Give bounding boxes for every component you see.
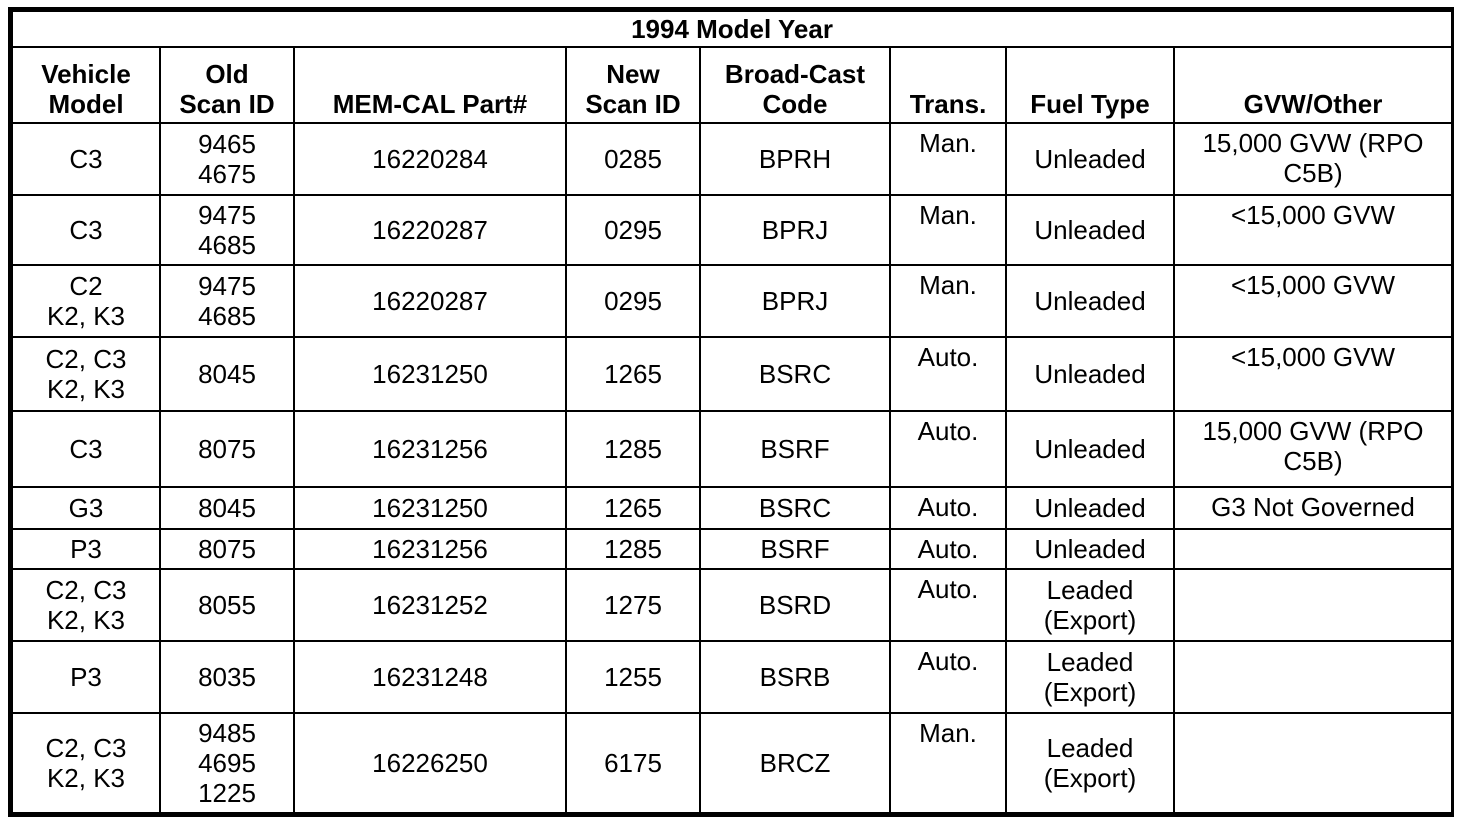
cell-old-scan-id: 8045 (160, 487, 294, 529)
header-gvw-other: GVW/Other (1174, 47, 1452, 123)
cell-broadcast-code: BPRJ (700, 195, 890, 265)
cell-new-scan-id: 1275 (566, 569, 700, 641)
cell-vehicle-model: C3 (12, 123, 160, 195)
cell-vehicle-model: C2, C3 K2, K3 (12, 337, 160, 411)
cell-broadcast-code: BPRH (700, 123, 890, 195)
cell-fuel-type: Unleaded (1006, 411, 1174, 487)
cell-new-scan-id: 1255 (566, 641, 700, 713)
header-vehicle-model: Vehicle Model (12, 47, 160, 123)
cell-gvw-other (1174, 569, 1452, 641)
cell-trans: Auto. (890, 411, 1006, 487)
cell-fuel-type: Unleaded (1006, 529, 1174, 569)
cell-new-scan-id: 1265 (566, 337, 700, 411)
cell-trans: Auto. (890, 641, 1006, 713)
cell-gvw-other (1174, 529, 1452, 569)
cell-old-scan-id: 8075 (160, 529, 294, 569)
cell-broadcast-code: BRCZ (700, 713, 890, 813)
cell-trans: Auto. (890, 529, 1006, 569)
cell-new-scan-id: 6175 (566, 713, 700, 813)
table-row (12, 337, 1452, 411)
cell-mem-cal-part: 16220287 (294, 195, 566, 265)
cell-vehicle-model: G3 (12, 487, 160, 529)
cell-fuel-type: Unleaded (1006, 337, 1174, 411)
cell-broadcast-code: BSRB (700, 641, 890, 713)
table-row (12, 265, 1452, 337)
cell-mem-cal-part: 16231250 (294, 487, 566, 529)
cell-mem-cal-part: 16220287 (294, 265, 566, 337)
cell-old-scan-id: 8035 (160, 641, 294, 713)
cell-trans: Man. (890, 195, 1006, 265)
cell-mem-cal-part: 16231248 (294, 641, 566, 713)
cell-mem-cal-part: 16226250 (294, 713, 566, 813)
cell-old-scan-id: 9475 4685 (160, 195, 294, 265)
cell-vehicle-model: C3 (12, 411, 160, 487)
cell-fuel-type: Leaded (Export) (1006, 713, 1174, 813)
cell-vehicle-model: C2 K2, K3 (12, 265, 160, 337)
table-row (12, 487, 1452, 529)
table-row (12, 123, 1452, 195)
cell-broadcast-code: BSRF (700, 529, 890, 569)
cell-trans: Man. (890, 123, 1006, 195)
table-row (12, 195, 1452, 265)
cell-trans: Auto. (890, 337, 1006, 411)
cell-vehicle-model: C2, C3 K2, K3 (12, 569, 160, 641)
cell-trans: Man. (890, 713, 1006, 813)
cell-gvw-other: <15,000 GVW (1174, 337, 1452, 411)
cell-old-scan-id: 9465 4675 (160, 123, 294, 195)
cell-trans: Man. (890, 265, 1006, 337)
cell-new-scan-id: 0295 (566, 265, 700, 337)
table-row (12, 529, 1452, 569)
table-body (12, 123, 1452, 813)
table-title: 1994 Model Year (12, 11, 1452, 47)
cell-mem-cal-part: 16231256 (294, 529, 566, 569)
cell-mem-cal-part: 16231252 (294, 569, 566, 641)
table-row (12, 569, 1452, 641)
cell-broadcast-code: BSRF (700, 411, 890, 487)
cell-new-scan-id: 1285 (566, 529, 700, 569)
cell-mem-cal-part: 16220284 (294, 123, 566, 195)
cell-fuel-type: Leaded (Export) (1006, 569, 1174, 641)
table-row (12, 641, 1452, 713)
cell-new-scan-id: 0285 (566, 123, 700, 195)
cell-fuel-type: Leaded (Export) (1006, 641, 1174, 713)
cell-broadcast-code: BPRJ (700, 265, 890, 337)
cell-gvw-other: <15,000 GVW (1174, 195, 1452, 265)
cell-mem-cal-part: 16231250 (294, 337, 566, 411)
calibration-table (11, 10, 1453, 814)
cell-vehicle-model: C2, C3 K2, K3 (12, 713, 160, 813)
calibration-table-sheet (8, 7, 1454, 817)
cell-gvw-other (1174, 641, 1452, 713)
cell-trans: Auto. (890, 487, 1006, 529)
table-row (12, 713, 1452, 813)
header-broadcast-code: Broad-Cast Code (700, 47, 890, 123)
cell-fuel-type: Unleaded (1006, 265, 1174, 337)
cell-broadcast-code: BSRC (700, 337, 890, 411)
cell-old-scan-id: 9475 4685 (160, 265, 294, 337)
header-fuel-type: Fuel Type (1006, 47, 1174, 123)
cell-new-scan-id: 1265 (566, 487, 700, 529)
header-trans: Trans. (890, 47, 1006, 123)
header-new-scan-id: New Scan ID (566, 47, 700, 123)
header-old-scan-id: Old Scan ID (160, 47, 294, 123)
cell-gvw-other (1174, 713, 1452, 813)
header-row (12, 47, 1452, 123)
cell-broadcast-code: BSRD (700, 569, 890, 641)
cell-fuel-type: Unleaded (1006, 195, 1174, 265)
cell-broadcast-code: BSRC (700, 487, 890, 529)
cell-fuel-type: Unleaded (1006, 487, 1174, 529)
cell-vehicle-model: P3 (12, 641, 160, 713)
cell-fuel-type: Unleaded (1006, 123, 1174, 195)
cell-trans: Auto. (890, 569, 1006, 641)
cell-new-scan-id: 1285 (566, 411, 700, 487)
cell-vehicle-model: C3 (12, 195, 160, 265)
cell-gvw-other: 15,000 GVW (RPO C5B) (1174, 123, 1452, 195)
table-row (12, 411, 1452, 487)
cell-old-scan-id: 9485 4695 1225 (160, 713, 294, 813)
cell-mem-cal-part: 16231256 (294, 411, 566, 487)
cell-old-scan-id: 8075 (160, 411, 294, 487)
cell-gvw-other: G3 Not Governed (1174, 487, 1452, 529)
cell-gvw-other: <15,000 GVW (1174, 265, 1452, 337)
cell-gvw-other: 15,000 GVW (RPO C5B) (1174, 411, 1452, 487)
header-mem-cal-part: MEM-CAL Part# (294, 47, 566, 123)
cell-old-scan-id: 8055 (160, 569, 294, 641)
cell-new-scan-id: 0295 (566, 195, 700, 265)
cell-vehicle-model: P3 (12, 529, 160, 569)
cell-old-scan-id: 8045 (160, 337, 294, 411)
